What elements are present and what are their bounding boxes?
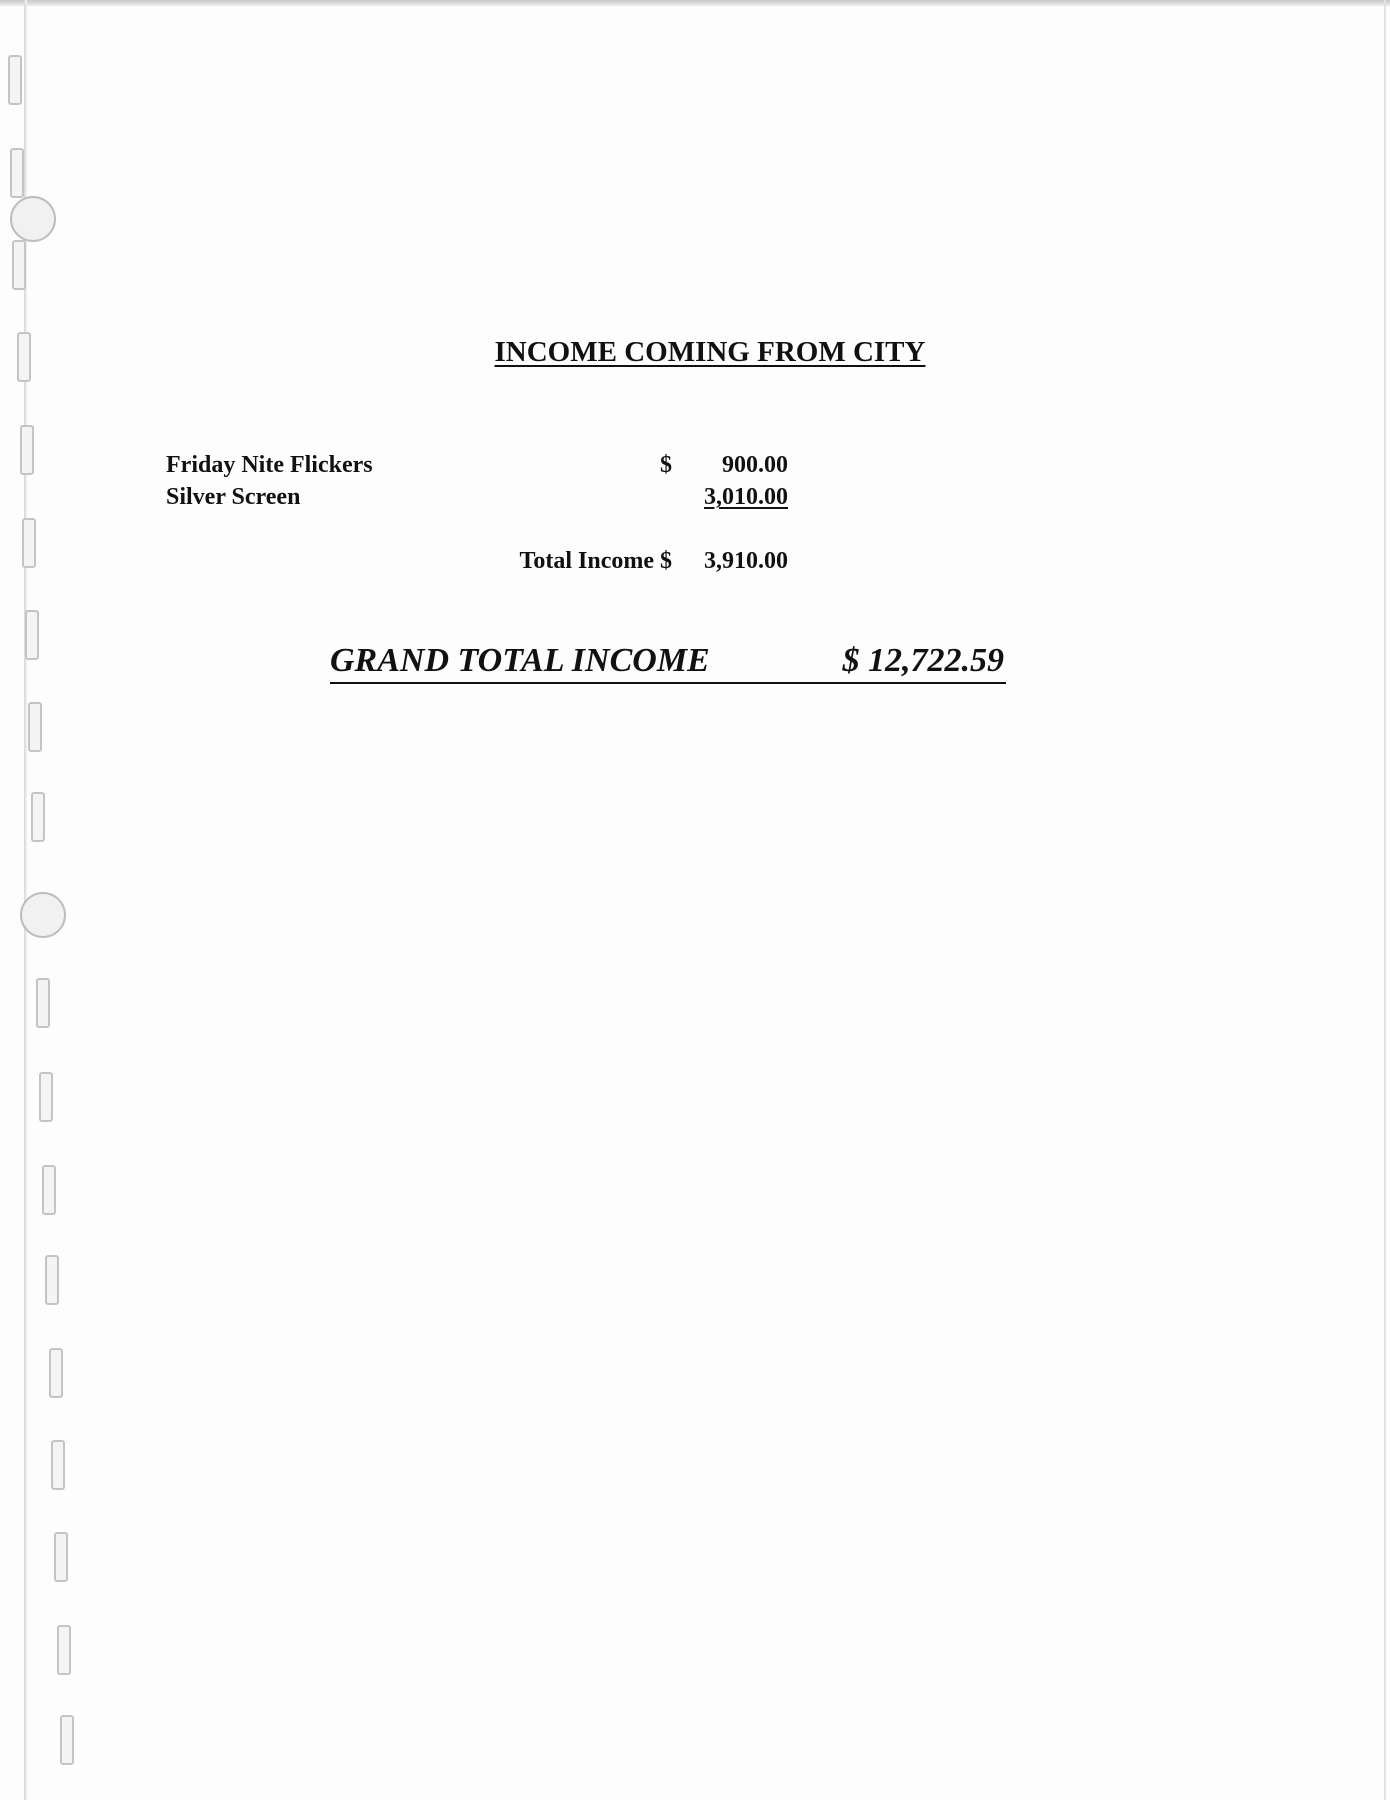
- line-item-amount: 3,010.00: [704, 484, 788, 510]
- total-income-currency: $: [660, 548, 672, 574]
- grand-total-label: GRAND TOTAL INCOME: [330, 642, 710, 679]
- binder-hole: [60, 1715, 74, 1765]
- line-item-label: Friday Nite Flickers: [166, 452, 373, 478]
- binder-hole: [31, 792, 45, 842]
- scan-top-edge: [0, 0, 1390, 6]
- grand-total-amount: $ 12,722.59: [842, 642, 1004, 679]
- binder-hole: [17, 332, 31, 382]
- binder-hole: [51, 1440, 65, 1490]
- line-item-amount: 900.00: [722, 452, 788, 478]
- total-income-amount: 3,910.00: [704, 548, 788, 574]
- binder-hole: [45, 1255, 59, 1305]
- binder-hole: [25, 610, 39, 660]
- binder-hole: [28, 702, 42, 752]
- document-title: INCOME COMING FROM CITY: [494, 336, 926, 368]
- binder-hole: [39, 1072, 53, 1122]
- binder-hole: [57, 1625, 71, 1675]
- grand-total-line: [330, 640, 1006, 684]
- line-item-currency: $: [660, 452, 672, 478]
- binder-hole: [12, 240, 26, 290]
- binder-hole: [42, 1165, 56, 1215]
- binder-hole: [10, 148, 24, 198]
- line-item-label: Silver Screen: [166, 484, 301, 510]
- binder-ring: [20, 892, 66, 938]
- binder-ring: [10, 196, 56, 242]
- binder-hole: [49, 1348, 63, 1398]
- binder-hole: [20, 425, 34, 475]
- binder-hole: [36, 978, 50, 1028]
- binder-hole: [22, 518, 36, 568]
- total-income-label: Total Income: [519, 548, 654, 574]
- scan-right-edge: [1384, 0, 1386, 1800]
- binder-hole: [54, 1532, 68, 1582]
- binder-hole: [8, 55, 22, 105]
